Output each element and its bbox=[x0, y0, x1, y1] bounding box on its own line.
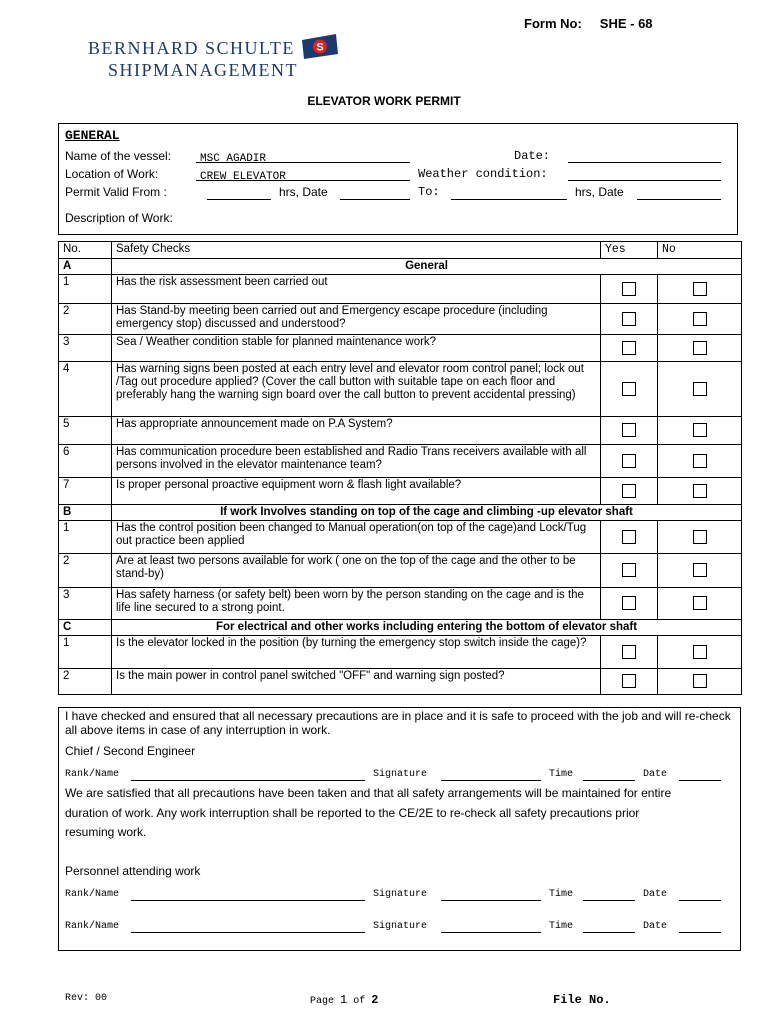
vessel-label: Name of the vessel: bbox=[65, 149, 172, 163]
date-label: Date: bbox=[514, 149, 551, 163]
check-yes-cell bbox=[601, 362, 658, 417]
page-total: 2 bbox=[371, 993, 379, 1007]
checkbox-yes[interactable] bbox=[622, 563, 636, 577]
checkbox-yes[interactable] bbox=[622, 454, 636, 468]
column-header-no: No. bbox=[59, 242, 112, 259]
table-row bbox=[59, 335, 742, 362]
checkbox-no[interactable] bbox=[693, 282, 707, 296]
page-indicator bbox=[310, 993, 378, 1007]
location-field[interactable] bbox=[196, 166, 410, 181]
valid-from-label: Permit Valid From : bbox=[65, 185, 167, 199]
check-number: 5 bbox=[59, 417, 112, 445]
flag-letter: S bbox=[316, 41, 324, 54]
date-label-3: Date bbox=[643, 921, 668, 932]
checkbox-no[interactable] bbox=[693, 674, 707, 688]
checkbox-no[interactable] bbox=[693, 563, 707, 577]
page-number: 1 bbox=[340, 993, 348, 1007]
checkbox-no[interactable] bbox=[693, 341, 707, 355]
table-row bbox=[59, 275, 742, 304]
table-row bbox=[59, 588, 742, 620]
check-no-cell bbox=[658, 304, 742, 335]
check-no-cell bbox=[658, 478, 742, 505]
valid-from-date-label: hrs, Date bbox=[279, 185, 328, 199]
section-id: C bbox=[59, 620, 112, 636]
checkbox-no[interactable] bbox=[693, 530, 707, 544]
checkbox-yes[interactable] bbox=[622, 423, 636, 437]
check-no-cell bbox=[658, 445, 742, 478]
check-no-cell bbox=[658, 636, 742, 669]
table-row bbox=[59, 445, 742, 478]
personnel-label: Personnel attending work bbox=[65, 864, 201, 878]
valid-from-hrs-field[interactable] bbox=[207, 185, 271, 200]
checkbox-no[interactable] bbox=[693, 645, 707, 659]
table-row bbox=[59, 478, 742, 505]
weather-field[interactable] bbox=[568, 166, 721, 181]
time-field-2[interactable] bbox=[583, 889, 635, 901]
signature-label-1: Signature bbox=[373, 769, 428, 780]
check-text: Are at least two persons available for work ( one on the top of the cage and the other to be stand-by) bbox=[112, 554, 601, 588]
check-text: Is the main power in control panel switched "OFF" and warning sign posted? bbox=[112, 669, 601, 695]
section-title: For electrical and other works including entering the bottom of elevator shaft bbox=[112, 620, 742, 636]
check-no-cell bbox=[658, 335, 742, 362]
checkbox-no[interactable] bbox=[693, 454, 707, 468]
check-no-cell bbox=[658, 417, 742, 445]
check-yes-cell bbox=[601, 417, 658, 445]
weather-label: Weather condition: bbox=[418, 167, 548, 181]
check-no-cell bbox=[658, 275, 742, 304]
company-name-line2: SHIPMANAGEMENT bbox=[108, 60, 299, 80]
table-row bbox=[59, 554, 742, 588]
check-text: Has the risk assessment been carried out bbox=[112, 275, 601, 304]
date-field-2[interactable] bbox=[679, 889, 721, 901]
description-label: Description of Work: bbox=[65, 211, 173, 225]
time-label-3: Time bbox=[549, 921, 574, 932]
safety-checks-table bbox=[58, 241, 742, 695]
checkbox-no[interactable] bbox=[693, 484, 707, 498]
check-yes-cell bbox=[601, 275, 658, 304]
page-prefix: Page bbox=[310, 996, 335, 1007]
signature-field-2[interactable] bbox=[441, 889, 541, 901]
check-number: 3 bbox=[59, 588, 112, 620]
check-yes-cell bbox=[601, 521, 658, 554]
date-field-3[interactable] bbox=[679, 921, 721, 933]
rank-name-label-3: Rank/Name bbox=[65, 921, 120, 932]
section-row bbox=[59, 505, 742, 521]
checkbox-no[interactable] bbox=[693, 382, 707, 396]
section-row bbox=[59, 259, 742, 275]
file-number: File No. bbox=[553, 993, 611, 1007]
location-label: Location of Work: bbox=[65, 167, 159, 181]
section-row bbox=[59, 620, 742, 636]
section-title: If work Involves standing on top of the cage and climbing -up elevator shaft bbox=[112, 505, 742, 521]
rank-name-field-1[interactable] bbox=[131, 769, 365, 781]
check-text: Has the control position been changed to Manual operation(on top of the cage)and Lock/Tug out practice been applied bbox=[112, 521, 601, 554]
signature-label-2: Signature bbox=[373, 889, 428, 900]
check-number: 4 bbox=[59, 362, 112, 417]
check-text: Has warning signs been posted at each entry level and elevator room control panel; lock out /Tag out procedure applied? (Cover the call button with suitable tape on each floor and preferably hang the warning sign board over the call button to prevent accidental pressing) bbox=[112, 362, 601, 417]
table-row bbox=[59, 304, 742, 335]
section-id: A bbox=[59, 259, 112, 275]
checkbox-yes[interactable] bbox=[622, 382, 636, 396]
column-header-no-answer: No bbox=[658, 242, 742, 259]
revision: Rev: 00 bbox=[65, 993, 108, 1004]
form-number-label: Form No: bbox=[524, 16, 582, 31]
company-flag-logo bbox=[300, 34, 340, 65]
time-label-2: Time bbox=[549, 889, 574, 900]
checkbox-no[interactable] bbox=[693, 312, 707, 326]
check-text: Is the elevator locked in the position (by turning the emergency stop switch inside the cage)? bbox=[112, 636, 601, 669]
valid-from-date-field[interactable] bbox=[340, 185, 410, 200]
check-text: Has communication procedure been established and Radio Trans receivers available with all persons involved in the elevator maintenance team? bbox=[112, 445, 601, 478]
check-no-cell bbox=[658, 554, 742, 588]
table-header-row bbox=[59, 242, 742, 259]
location-value: CREW ELEVATOR bbox=[200, 171, 286, 183]
date-label-2: Date bbox=[643, 889, 668, 900]
check-number: 7 bbox=[59, 478, 112, 505]
vessel-value: MSC AGADIR bbox=[200, 153, 267, 165]
section-title: General bbox=[112, 259, 742, 275]
checkbox-no[interactable] bbox=[693, 596, 707, 610]
form-number bbox=[524, 16, 671, 31]
check-yes-cell bbox=[601, 478, 658, 505]
checkbox-no[interactable] bbox=[693, 423, 707, 437]
table-row bbox=[59, 417, 742, 445]
time-field-3[interactable] bbox=[583, 921, 635, 933]
check-no-cell bbox=[658, 588, 742, 620]
column-header-yes: Yes bbox=[601, 242, 658, 259]
checkbox-yes[interactable] bbox=[622, 484, 636, 498]
valid-to-date-label: hrs, Date bbox=[575, 185, 624, 199]
check-text: Has Stand-by meeting been carried out and Emergency escape procedure (including emergency stop) discussed and understood? bbox=[112, 304, 601, 335]
vessel-field[interactable] bbox=[196, 148, 410, 163]
time-label-1: Time bbox=[549, 769, 574, 780]
check-yes-cell bbox=[601, 588, 658, 620]
check-no-cell bbox=[658, 362, 742, 417]
check-number: 1 bbox=[59, 636, 112, 669]
rank-name-field-2[interactable] bbox=[131, 889, 365, 901]
check-number: 3 bbox=[59, 335, 112, 362]
check-yes-cell bbox=[601, 554, 658, 588]
check-yes-cell bbox=[601, 669, 658, 695]
check-text: Sea / Weather condition stable for planned maintenance work? bbox=[112, 335, 601, 362]
check-yes-cell bbox=[601, 445, 658, 478]
checkbox-yes[interactable] bbox=[622, 282, 636, 296]
section-id: B bbox=[59, 505, 112, 521]
check-no-cell bbox=[658, 521, 742, 554]
check-text: Is proper personal proactive equipment worn & flash light available? bbox=[112, 478, 601, 505]
check-text: Has appropriate announcement made on P.A System? bbox=[112, 417, 601, 445]
checkbox-yes[interactable] bbox=[622, 530, 636, 544]
satisfied-statement-line2: duration of work. Any work interruption shall be reported to the CE/2E to re-check all safety precautions prior bbox=[65, 806, 640, 820]
valid-to-date-field[interactable] bbox=[637, 185, 721, 200]
page-title: ELEVATOR WORK PERMIT bbox=[307, 94, 461, 108]
rank-name-field-3[interactable] bbox=[131, 921, 365, 933]
rank-name-label-2: Rank/Name bbox=[65, 889, 120, 900]
check-number: 2 bbox=[59, 304, 112, 335]
table-row bbox=[59, 636, 742, 669]
check-number: 1 bbox=[59, 521, 112, 554]
date-field-1[interactable] bbox=[679, 769, 721, 781]
check-text: Has safety harness (or safety belt) been worn by the person standing on the cage and is the life line secured to a strong point. bbox=[112, 588, 601, 620]
declaration-statement: I have checked and ensured that all necessary precautions are in place and it is safe to proceed with the job and will re-check all above items in case of any interruption in work. bbox=[65, 709, 731, 737]
company-name-line1: BERNHARD SCHULTE bbox=[88, 38, 295, 58]
to-label: To: bbox=[418, 185, 440, 199]
column-header-safety-checks: Safety Checks bbox=[112, 242, 601, 259]
check-number: 2 bbox=[59, 554, 112, 588]
checkbox-yes[interactable] bbox=[622, 341, 636, 355]
checkbox-yes[interactable] bbox=[622, 674, 636, 688]
check-number: 6 bbox=[59, 445, 112, 478]
checkbox-yes[interactable] bbox=[622, 312, 636, 326]
time-field-1[interactable] bbox=[583, 769, 635, 781]
signature-label-3: Signature bbox=[373, 921, 428, 932]
signature-field-1[interactable] bbox=[441, 769, 541, 781]
page-of: of bbox=[353, 996, 366, 1007]
date-label-1: Date bbox=[643, 769, 668, 780]
date-field[interactable] bbox=[568, 148, 721, 163]
rank-name-label-1: Rank/Name bbox=[65, 769, 120, 780]
check-number: 2 bbox=[59, 669, 112, 695]
check-yes-cell bbox=[601, 304, 658, 335]
table-row bbox=[59, 521, 742, 554]
valid-to-hrs-field[interactable] bbox=[451, 185, 567, 200]
check-yes-cell bbox=[601, 636, 658, 669]
check-number: 1 bbox=[59, 275, 112, 304]
check-yes-cell bbox=[601, 335, 658, 362]
signature-field-3[interactable] bbox=[441, 921, 541, 933]
table-row bbox=[59, 669, 742, 695]
satisfied-statement-line3: resuming work. bbox=[65, 825, 147, 839]
checkbox-yes[interactable] bbox=[622, 596, 636, 610]
form-number-value: SHE - 68 bbox=[599, 16, 653, 31]
general-heading: GENERAL bbox=[65, 128, 120, 143]
table-row bbox=[59, 362, 742, 417]
check-no-cell bbox=[658, 669, 742, 695]
chief-engineer-label: Chief / Second Engineer bbox=[65, 744, 196, 758]
checkbox-yes[interactable] bbox=[622, 645, 636, 659]
satisfied-statement-line1: We are satisfied that all precautions have been taken and that all safety arrangements will be maintained for entire bbox=[65, 786, 672, 800]
